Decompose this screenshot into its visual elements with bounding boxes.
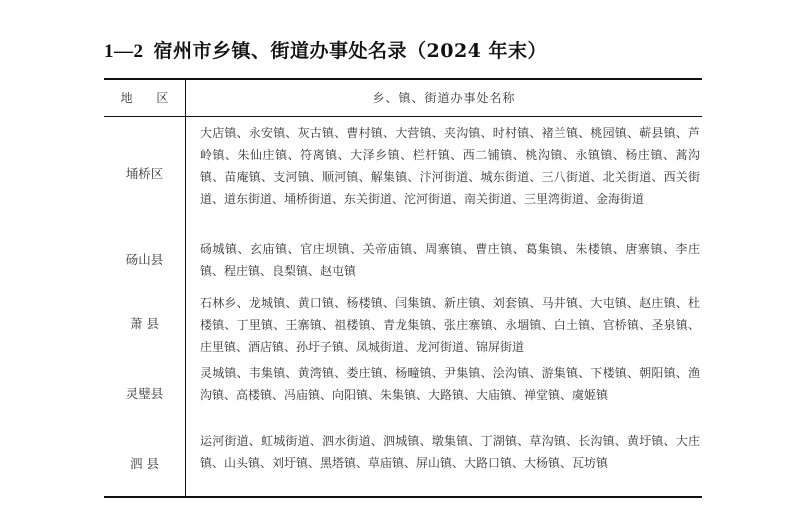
region-cell: 灵璧县 — [125, 386, 164, 401]
header-names: 乡、镇、街道办事处名称 — [372, 91, 516, 105]
table-title: 宿州市乡镇、街道办事处名录（2024 年末） — [153, 40, 547, 62]
table-row — [104, 122, 702, 234]
names-cell: 大店镇、永安镇、灰古镇、曹村镇、大营镇、夹沟镇、时村镇、褚兰镇、桃园镇、蕲县镇、芦岭镇、朱仙庄镇、符离镇、大泽乡镇、栏杆镇、西二铺镇、桃沟镇、永镇镇、杨庄镇、蒿沟镇、苗庵镇、支河镇、顺河镇、解集镇、汴河街道、城东街道、三八街道、北关街道、西关街道、道东街道、埇桥街道、东关街道、沱河街道、南关街道、三里湾街道、金海街道 — [200, 126, 700, 206]
table-row — [104, 238, 702, 284]
table-row — [104, 430, 702, 496]
header-region: 地 区 — [120, 91, 179, 105]
region-cell: 泗 县 — [130, 456, 159, 471]
page-title — [104, 36, 547, 63]
region-cell: 埇桥区 — [125, 166, 164, 181]
names-cell: 石林乡、龙城镇、黄口镇、杨楼镇、闫集镇、新庄镇、刘套镇、马井镇、大屯镇、赵庄镇、杜楼镇、丁里镇、王寨镇、祖楼镇、青龙集镇、张庄寨镇、永堌镇、白土镇、官桥镇、圣泉镇、庄里镇、酒店镇、孙圩子镇、凤城街道、龙河街道、锦屏街道 — [200, 296, 700, 354]
table-row — [104, 362, 702, 428]
table-row — [104, 292, 702, 358]
region-cell: 砀山县 — [125, 252, 164, 267]
names-cell: 砀城镇、玄庙镇、官庄坝镇、关帝庙镇、周寨镇、曹庄镇、葛集镇、朱楼镇、唐寨镇、李庄镇、程庄镇、良梨镇、赵屯镇 — [200, 242, 700, 278]
table-bottom-rule — [104, 496, 702, 498]
region-cell: 萧 县 — [130, 316, 159, 331]
names-cell: 灵城镇、韦集镇、黄湾镇、娄庄镇、杨疃镇、尹集镇、浍沟镇、游集镇、下楼镇、朝阳镇、渔沟镇、高楼镇、冯庙镇、向阳镇、朱集镇、大路镇、大庙镇、禅堂镇、虞姬镇 — [200, 366, 700, 402]
names-cell: 运河街道、虹城街道、泗水街道、泗城镇、墩集镇、丁湖镇、草沟镇、长沟镇、黄圩镇、大庄镇、山头镇、刘圩镇、黑塔镇、草庙镇、屏山镇、大路口镇、大杨镇、瓦坊镇 — [200, 434, 700, 470]
table-number: 1—2 — [104, 41, 144, 62]
table-header-rule — [104, 116, 702, 117]
